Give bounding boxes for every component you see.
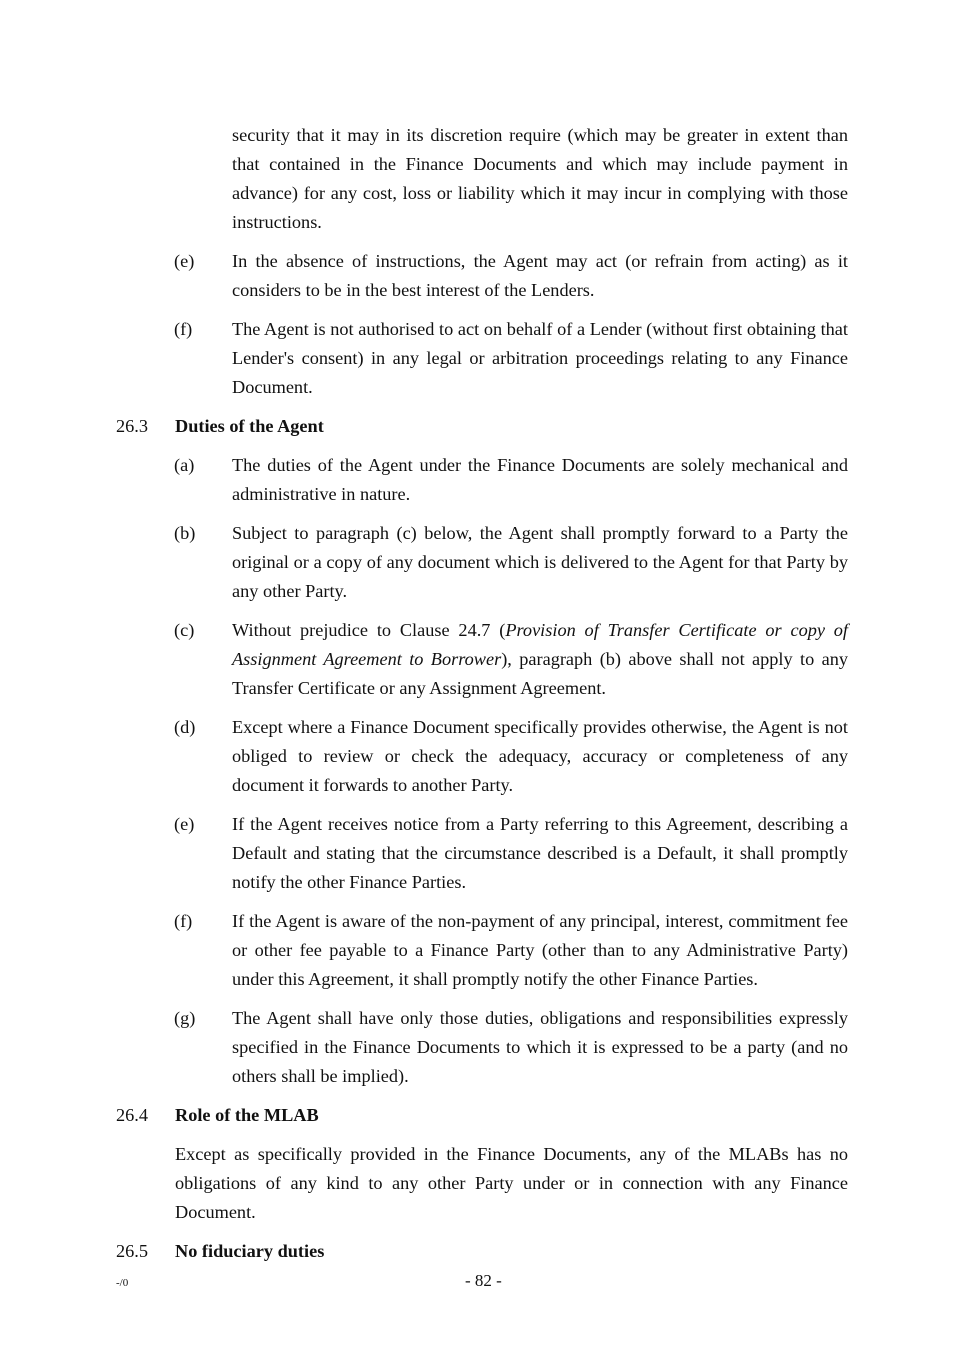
- list-item: [174, 810, 848, 897]
- clause-number: 26.3: [116, 416, 148, 436]
- list-item: [174, 616, 848, 703]
- item-label: (c): [174, 620, 195, 640]
- item-label: (g): [174, 1008, 196, 1028]
- clause-number: 26.4: [116, 1105, 148, 1125]
- item-label: (a): [174, 455, 195, 475]
- clause-title: Role of the MLAB: [175, 1105, 319, 1125]
- item-text: The duties of the Agent under the Finance Documents are solely mechanical and administrative in nature.: [232, 455, 848, 504]
- item-text: If the Agent is aware of the non-payment of any principal, interest, commitment fee or other fee payable to a Finance Party (other than to any Administrative Party) under this Agreement, it shall promptly notify the other Finance Parties.: [232, 911, 848, 989]
- item-text-before: Without prejudice to Clause 24.7 (: [232, 620, 506, 640]
- list-item: [174, 451, 848, 509]
- item-text-after: ), paragraph (b) above shall not apply to any Transfer Certificate or any Assignment Agreement.: [232, 649, 848, 698]
- continuation-paragraph: security that it may in its discretion require (which may be greater in extent than that contained in the Finance Documents and which may include payment in advance) for any cost, loss or liability which it may incur in complying with those instructions.: [232, 125, 848, 232]
- clause-heading-26-3: [116, 412, 965, 441]
- clause-title: No fiduciary duties: [175, 1241, 325, 1261]
- list-item: [174, 1004, 848, 1091]
- page-number: - 82 -: [465, 1271, 502, 1290]
- footer-reference: -/0: [116, 1277, 129, 1289]
- item-text-italic: Provision of Transfer Certificate or copy of Assignment Agreement to Borrower: [232, 620, 848, 669]
- document-page: [0, 121, 965, 1276]
- item-text: The Agent shall have only those duties, obligations and responsibilities expressly specified in the Finance Documents to which it is expressed to be a party (and no others shall be implied).: [232, 1008, 848, 1086]
- clause-heading-26-5: [116, 1237, 965, 1266]
- list-item: [174, 907, 848, 994]
- item-label: (b): [174, 523, 196, 543]
- item-label: (f): [174, 319, 193, 339]
- item-label: (f): [174, 911, 193, 931]
- list-item: [174, 519, 848, 606]
- list-item: [174, 315, 848, 402]
- item-label: (e): [174, 251, 195, 271]
- item-text: Except where a Finance Document specifically provides otherwise, the Agent is not obliged to review or check the adequacy, accuracy or completeness of any document it forwards to another Party.: [232, 717, 848, 795]
- list-item: [174, 713, 848, 800]
- item-label: (e): [174, 814, 195, 834]
- item-label: (d): [174, 717, 196, 737]
- item-text: In the absence of instructions, the Agent may act (or refrain from acting) as it considers to be in the best interest of the Lenders.: [232, 251, 848, 300]
- clause-number: 26.5: [116, 1241, 148, 1261]
- list-item: [174, 247, 848, 305]
- item-text: The Agent is not authorised to act on behalf of a Lender (without first obtaining that Lender's consent) in any legal or arbitration proceedings relating to any Finance Document.: [232, 319, 848, 397]
- clause-title: Duties of the Agent: [175, 416, 324, 436]
- item-text: Subject to paragraph (c) below, the Agent shall promptly forward to a Party the original or a copy of any document which is delivered to the Agent for that Party by any other Party.: [232, 523, 848, 601]
- item-text: If the Agent receives notice from a Party referring to this Agreement, describing a Default and stating that the circumstance described is a Default, it shall promptly notify the other Finance Parties.: [232, 814, 848, 892]
- clause-body: Except as specifically provided in the Finance Documents, any of the MLABs has no obligations of any kind to any other Party under or in connection with any Finance Document.: [175, 1144, 848, 1222]
- clause-heading-26-4: [116, 1101, 965, 1130]
